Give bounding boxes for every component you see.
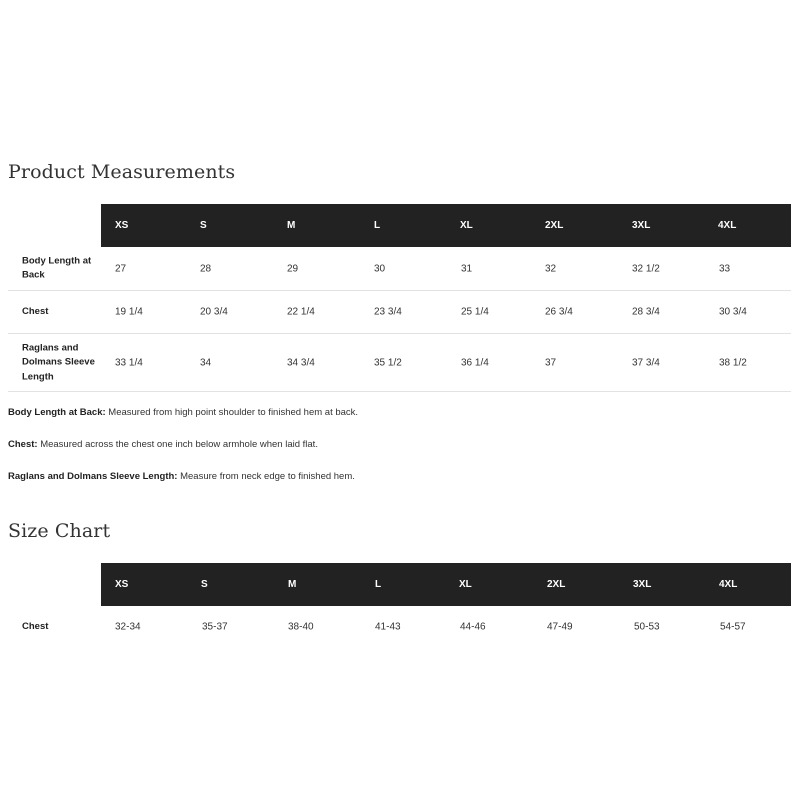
table-cell: 38-40 xyxy=(288,621,314,633)
table-cell: 31 xyxy=(461,263,473,274)
table-cell: 37 xyxy=(545,357,557,368)
note-text: Measured from high point shoulder to finished hem at back. xyxy=(105,407,359,418)
table-cell: 32 xyxy=(545,263,557,274)
table-row-chest xyxy=(8,291,791,334)
table-cell: 38 1/2 xyxy=(719,357,747,368)
size-header-2xl: 2XL xyxy=(547,579,566,590)
table-cell: 35 1/2 xyxy=(374,357,402,368)
table-row-sleeve-length xyxy=(8,334,791,392)
table-cell: 25 1/4 xyxy=(461,306,489,318)
table-cell: 47-49 xyxy=(547,621,573,633)
size-chart-header xyxy=(101,563,791,606)
product-measurements-title: Product Measurements xyxy=(8,161,236,183)
table-cell: 30 xyxy=(374,263,386,274)
table-cell: 37 3/4 xyxy=(632,357,660,368)
size-header-xl: XL xyxy=(460,220,473,231)
size-header-s: S xyxy=(201,579,208,590)
row-label-body-length: Body Length at Back xyxy=(22,255,92,281)
table-cell: 33 1/4 xyxy=(115,357,143,368)
table-cell: 35-37 xyxy=(202,621,228,633)
table-cell: 41-43 xyxy=(375,621,401,633)
size-header-4xl: 4XL xyxy=(719,579,738,590)
size-header-s: S xyxy=(200,220,207,231)
table-cell: 32-34 xyxy=(115,621,141,633)
size-header-xs: XS xyxy=(115,579,129,590)
table-cell: 27 xyxy=(115,263,127,274)
note-chest xyxy=(8,439,318,450)
table-cell: 23 3/4 xyxy=(374,306,402,318)
table-row-body-length xyxy=(8,247,791,291)
size-header-3xl: 3XL xyxy=(632,220,651,231)
note-term: Chest: xyxy=(8,439,38,450)
table-cell: 50-53 xyxy=(634,621,660,633)
note-term: Body Length at Back: xyxy=(8,407,106,418)
size-header-2xl: 2XL xyxy=(545,220,564,231)
table-cell: 33 xyxy=(719,263,731,274)
note-sleeve-length xyxy=(8,471,355,482)
size-header-4xl: 4XL xyxy=(718,220,737,231)
table-row-size-chest xyxy=(8,606,791,648)
size-header-xl: XL xyxy=(459,579,472,590)
table-cell: 32 1/2 xyxy=(632,263,660,274)
table-cell: 20 3/4 xyxy=(200,306,228,318)
table-cell: 26 3/4 xyxy=(545,306,573,318)
row-label-chest: Chest xyxy=(22,305,49,317)
product-measurements-header xyxy=(101,204,791,247)
note-text: Measured across the chest one inch below armhole when laid flat. xyxy=(37,439,318,450)
table-cell: 34 xyxy=(200,357,212,368)
size-header-m: M xyxy=(287,220,296,231)
note-term: Raglans and Dolmans Sleeve Length: xyxy=(8,471,178,482)
size-header-3xl: 3XL xyxy=(633,579,652,590)
size-header-m: M xyxy=(288,579,297,590)
table-cell: 28 3/4 xyxy=(632,306,660,318)
table-cell: 29 xyxy=(287,263,299,274)
table-cell: 44-46 xyxy=(460,621,486,633)
size-chart-title: Size Chart xyxy=(8,520,111,542)
row-label-chest: Chest xyxy=(22,620,49,632)
table-cell: 30 3/4 xyxy=(719,306,747,318)
table-cell: 28 xyxy=(200,263,212,274)
table-cell: 22 1/4 xyxy=(287,306,315,318)
row-label-sleeve-length: Raglans and Dolmans Sleeve Length xyxy=(22,341,95,382)
size-header-l: L xyxy=(374,220,381,231)
size-header-xs: XS xyxy=(115,220,129,231)
note-text: Measure from neck edge to finished hem. xyxy=(177,471,355,482)
table-cell: 36 1/4 xyxy=(461,357,489,368)
note-body-length xyxy=(8,407,358,418)
table-cell: 34 3/4 xyxy=(287,357,315,368)
table-cell: 54-57 xyxy=(720,621,746,633)
table-cell: 19 1/4 xyxy=(115,306,143,318)
size-header-l: L xyxy=(375,579,382,590)
